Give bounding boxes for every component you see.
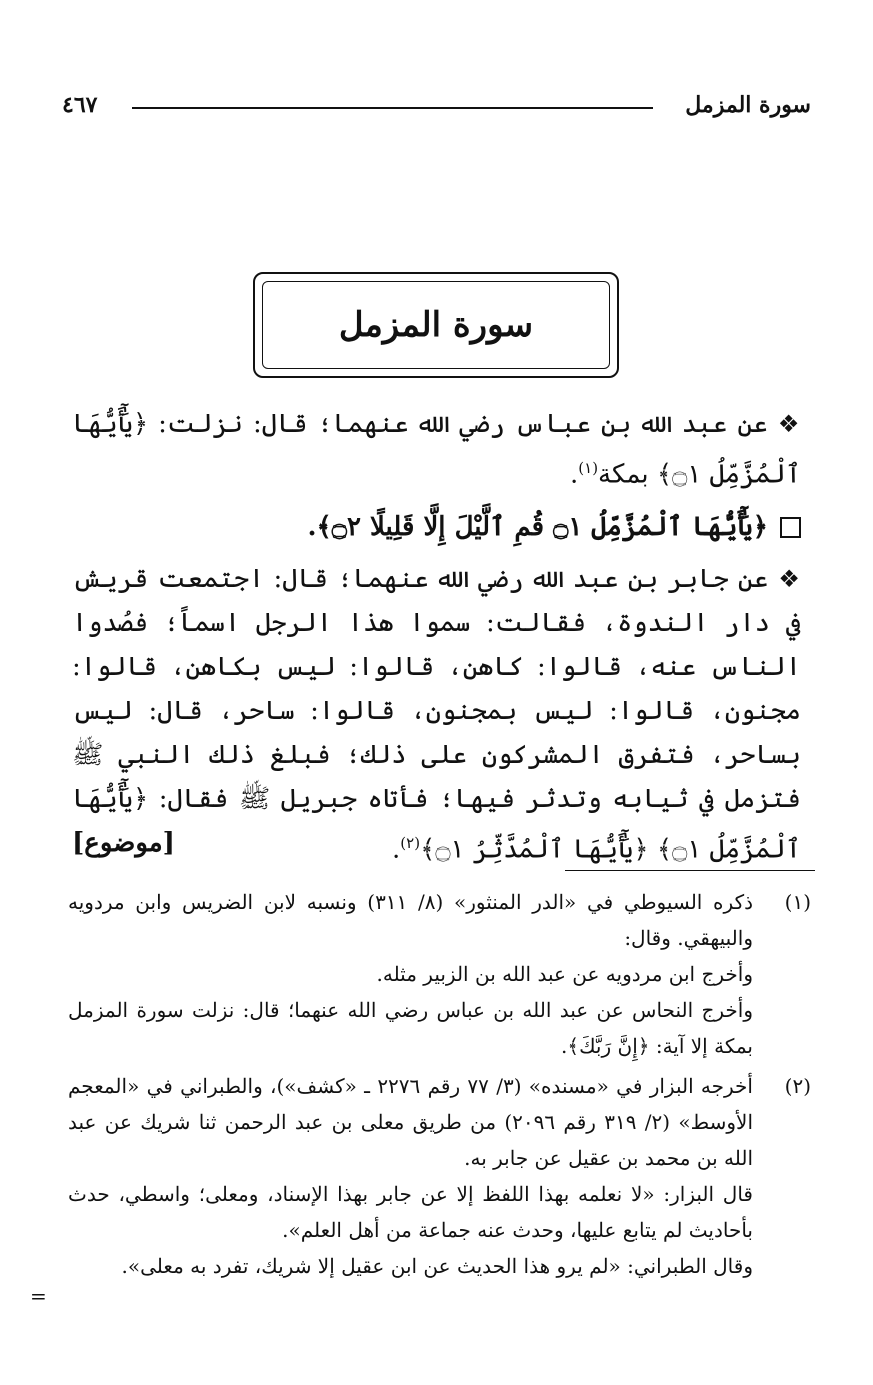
hadith-1-text: عن عبد الله بن عباس رضي الله عنهما؛ قال: نزلت: ﴿يَٰٓأَيُّهَا ٱلْمُزَّمِّلُ ۝١﴾ بمكة: [72, 409, 801, 490]
footnote-2: [68, 1068, 811, 1284]
title-frame-inner: [262, 281, 610, 369]
footnote-line: أخرجه البزار في «مسنده» (٣/ ٧٧ رقم ٢٢٧٦ ـ «كشف»)، والطبراني في «المعجم الأوسط» (٢/ ٣١٩ رقم ٢٠٩٦) من طريق معلى بن عبد الرحمن ثنا شريك عن عبد الله بن محمد بن عقيل عن جابر به.: [68, 1074, 753, 1170]
hadith-2-end: .: [392, 834, 401, 865]
continuation-mark: =: [30, 1284, 47, 1308]
main-text: [72, 402, 801, 879]
footnote-line: وقال الطبراني: «لم يرو هذا الحديث عن ابن عقيل إلا شريك، تفرد به معلى».: [121, 1254, 753, 1278]
footnote-ref-2: (٢): [400, 833, 421, 852]
footnote-ref-1: (١): [578, 459, 599, 477]
footnote-number: (١): [784, 890, 811, 914]
hadith-2-text: عن جابر بن عبد الله رضي الله عنهما؛ قال: اجتمعت قريش في دار الندوة، فقالت: سموا هذا الرجل اسماً؛ فصُدوا الناس عنه، قالوا: كاهن، قالوا: ليس بكاهن، قالوا: مجنون، قالوا: ليس بمجنون، قالوا: ساحر، قال: ليس بساحر، فتفرق المشركون على ذلك؛ فبلغ ذلك النبي ﷺ فتزمل في ثيابه وتدثر فيها؛ فأتاه جبريل ﷺ فقال: ﴿يَٰٓأَيُّهَا ٱلْمُزَّمِّلُ ۝١﴾ ﴿يَٰٓأَيُّهَا ٱلْمُدَّثِّرُ ۝١﴾: [72, 563, 801, 865]
footnote-number: (٢): [784, 1074, 811, 1098]
hadith-1: [72, 402, 801, 497]
footnote-1: [68, 884, 811, 1064]
hadith-grade: [موضوع]: [72, 827, 175, 858]
square-box-icon: [780, 517, 801, 538]
hadith-1-end: .: [570, 459, 579, 490]
bullet-icon: ❖: [778, 564, 802, 593]
running-header: [62, 92, 811, 126]
footnote-line: قال البزار: «لا نعلمه بهذا اللفظ إلا عن جابر بهذا الإسناد، ومعلى؛ واسطي، حدث بأحاديث لم يتابع عليها، وحدث عنه جماعة من أهل العلم».: [68, 1182, 753, 1242]
header-rule: [132, 107, 653, 109]
surah-title: سورة المزمل: [338, 305, 534, 345]
verse-heading-text: ﴿يَٰٓأَيُّهَا ٱلْمُزَّمِّلُ ۝١ قُمِ ٱلَّيْلَ إِلَّا قَلِيلًا ۝٢﴾.: [307, 511, 768, 542]
title-frame: [253, 272, 619, 378]
hadith-2: [72, 557, 801, 872]
bullet-icon: ❖: [777, 410, 802, 438]
footnote-line: وأخرج ابن مردويه عن عبد الله بن الزبير مثله.: [376, 962, 753, 986]
page-number: ٤٦٧: [62, 92, 98, 118]
footnotes: [68, 884, 811, 1288]
footnote-line: ذكره السيوطي في «الدر المنثور» (٨/ ٣١١) ونسبه لابن الضريس وابن مردويه والبيهقي. وقال:: [68, 890, 754, 950]
footnote-line: وأخرج النحاس عن عبد الله بن عباس رضي الله عنهما؛ قال: نزلت سورة المزمل بمكة إلا آية: ﴿إِنَّ رَبَّكَ﴾.: [68, 998, 753, 1058]
footnote-separator: [565, 870, 815, 871]
verse-heading: [72, 505, 801, 549]
header-surah-name: سورة المزمل: [685, 92, 811, 118]
